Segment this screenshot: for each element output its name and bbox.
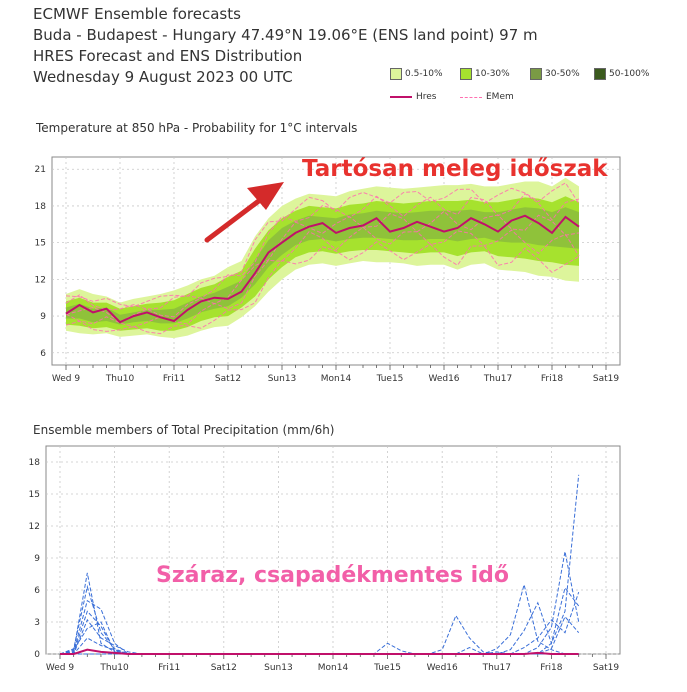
precip-xtick-label: Thu10 bbox=[100, 663, 129, 673]
precip-xtick-label: Tue15 bbox=[374, 663, 402, 673]
precip-xtick-label: Wed 9 bbox=[45, 663, 75, 673]
temp-xtick-label: Fri18 bbox=[540, 374, 564, 384]
temp-xtick-label: Wed 9 bbox=[51, 374, 81, 384]
precip-xtick-label: Fri18 bbox=[540, 663, 563, 673]
legend-label-emem: EMem bbox=[486, 92, 514, 102]
temp-chart-title: Temperature at 850 hPa - Probability for 1°C intervals bbox=[36, 121, 358, 135]
temp-ytick-label: 12 bbox=[34, 275, 46, 286]
precip-ytick-label: 12 bbox=[28, 522, 40, 532]
temp-ytick-label: 6 bbox=[40, 348, 46, 359]
precip-annotation: Száraz, csapadékmentes idő bbox=[156, 563, 509, 588]
precip-ytick-label: 18 bbox=[28, 458, 40, 468]
temp-xtick-label: Thu10 bbox=[105, 374, 135, 384]
precip-ytick-label: 0 bbox=[34, 650, 40, 660]
precip-chart-title: Ensemble members of Total Precipitation (mm/6h) bbox=[33, 423, 335, 437]
legend-label-hres: Hres bbox=[416, 92, 437, 102]
temp-xtick-label: Fri11 bbox=[162, 374, 186, 384]
header-location: Buda - Budapest - Hungary 47.49°N 19.06°E (ENS land point) 97 m bbox=[33, 26, 538, 44]
temp-ytick-label: 21 bbox=[34, 165, 46, 176]
precip-ytick-label: 6 bbox=[34, 586, 40, 596]
temp-xtick-label: Tue15 bbox=[376, 374, 404, 384]
header-date: Wednesday 9 August 2023 00 UTC bbox=[33, 68, 293, 86]
precip-xtick-label: Thu17 bbox=[482, 663, 511, 673]
legend-label-0: 0.5-10% bbox=[405, 69, 443, 79]
precip-xtick-label: Sat19 bbox=[592, 663, 620, 673]
temp-xtick-label: Sat12 bbox=[214, 374, 242, 384]
precip-xtick-label: Sat12 bbox=[210, 663, 237, 673]
precip-xtick-label: Wed16 bbox=[426, 663, 458, 673]
legend-label-2: 30-50% bbox=[545, 69, 580, 79]
temp-xtick-label: Mon14 bbox=[320, 374, 352, 384]
precip-xtick-label: Sun13 bbox=[264, 663, 293, 673]
temp-xtick-label: Wed16 bbox=[428, 374, 460, 384]
header-title: ECMWF Ensemble forecasts bbox=[33, 5, 241, 23]
temp-ytick-label: 18 bbox=[34, 201, 46, 212]
precip-xtick-label: Fri11 bbox=[158, 663, 181, 673]
precip-ytick-label: 9 bbox=[34, 554, 40, 564]
header-subtitle: HRES Forecast and ENS Distribution bbox=[33, 47, 303, 65]
temp-xtick-label: Thu17 bbox=[483, 374, 513, 384]
temp-xtick-label: Sun13 bbox=[267, 374, 297, 384]
legend-label-1: 10-30% bbox=[475, 69, 510, 79]
precip-ytick-label: 3 bbox=[34, 618, 40, 628]
precip-ytick-label: 15 bbox=[28, 490, 40, 500]
precip-xtick-label: Mon14 bbox=[317, 663, 349, 673]
temp-xtick-label: Sat19 bbox=[592, 374, 620, 384]
legend-label-3: 50-100% bbox=[609, 69, 650, 79]
temp-ytick-label: 15 bbox=[34, 238, 46, 249]
temp-ytick-label: 9 bbox=[40, 312, 46, 323]
temp-annotation: Tartósan meleg időszak bbox=[302, 156, 608, 182]
